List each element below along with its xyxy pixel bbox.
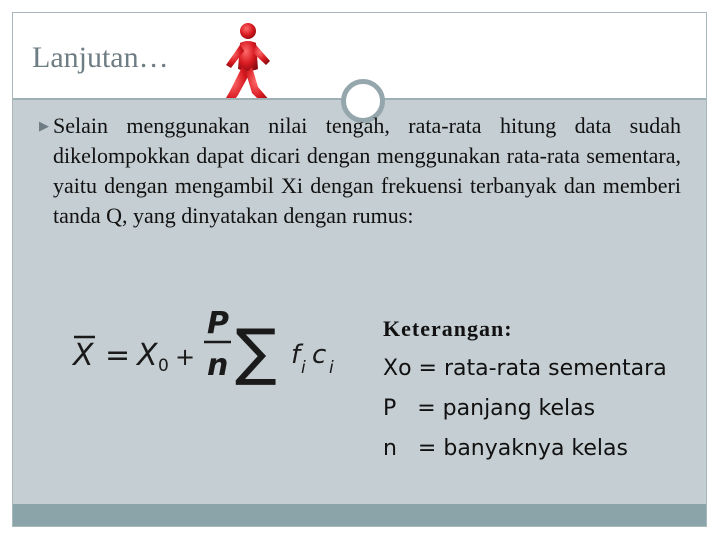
keterangan-block [383,309,667,469]
keterangan-row: n = banyaknya kelas [383,436,628,461]
formula-denominator: n [207,348,229,383]
paragraph-text: Selain menggunakan nilai tengah, rata-rata hitung data sudah dikelompokkan dapat dicari dengan menggunakan rata-rata sementara, yaitu dengan mengambil Xi dengan frekuensi terbanyak dan memberi tanda Q, yang dinyatakan dengan rumus: [53,113,681,228]
bullet-icon: ▶ [39,118,49,133]
keterangan-heading: Keterangan: [383,316,513,341]
formula-sigma: ∑ [235,315,277,388]
formula-c-sub: i [329,358,334,378]
formula-c: c [312,340,327,370]
formula [69,295,359,390]
formula-x0: X [137,338,158,373]
slide-title: Lanjutan… [32,41,169,74]
slide [12,12,707,527]
keterangan-row: P = panjang kelas [383,396,596,421]
formula-numerator: P [207,306,229,341]
formula-x0-sub: 0 [158,356,169,376]
body-paragraph [39,111,681,231]
footer-bar [13,504,706,527]
formula-f: f [291,340,301,370]
formula-lhs: X [73,338,94,373]
formula-equals: = [105,338,131,373]
formula-f-sub: i [301,358,306,378]
keterangan-row: Xo = rata-rata sementara [383,356,667,381]
formula-plus: + [175,343,196,371]
